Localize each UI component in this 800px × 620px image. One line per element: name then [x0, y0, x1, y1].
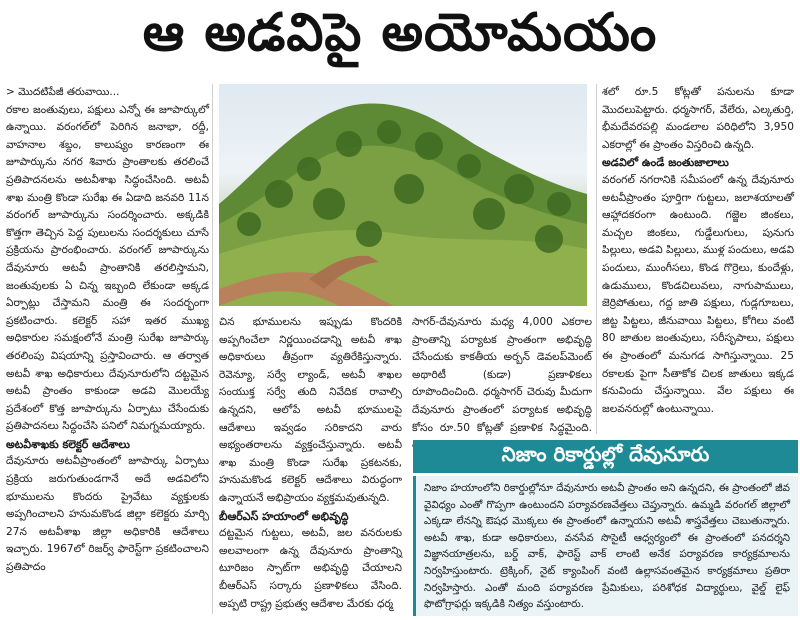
column-divider [596, 84, 597, 434]
subheading: అటవీశాఖకు కలెక్టర్ ఆదేశాలు [6, 437, 130, 451]
column-2 [219, 314, 402, 613]
box-body: నిజాం హయాంలోని రికార్డుల్లోనూ దేవునూరు అటవీ ప్రాంతం అని ఉన్నదని, ఈ ప్రాంతంలో జీవ వైవిధ్యం ఎంతో గొప్పగా ఉంటుందని పర్యావరణవేత్తలు చెప్తున్నారు. ఉమ్మడి వరంగల్ జిల్లాలో ఎక్కడా లేనన్ని ఔషధ మొక్కలు ఈ ప్రాంతంలో ఉన్నాయని అటవీ శాస్త్రవేత్తలు చెబుతున్నారు. అటవీ శాఖ, కుడా అధికారులు, వనసేవ సొసైటీ ఆధ్వర్యంలో ఈ ప్రాంతంలో పనదర్శని విజ్ఞానయాత్రలను, బర్డ్ వాక్, ఫారెస్ట్ వాక్ లాంటి అనేక పర్యావరణ కార్యక్రమాలను నిర్వహిస్తుంటారు. ట్రెక్కింగ్, నైట్ క్యాంపింగ్ వంటి ఉల్లాసవంతమైన కార్యక్రమాలు ప్రతిరా నిర్వహిస్తారు. ఎంతో మంది పర్యావరణ ప్రేమికులు, పరిశోధక విద్యార్థులు, వైల్డ్ లైఫ్ ఫొటోగ్రాఫర్లు ఇక్కడికి నిత్యం వస్తుంటారు. [413, 476, 798, 616]
continued-marker: > మొదటిపేజీ తరువాయి... [6, 86, 120, 98]
forest-hill-photo [219, 84, 587, 306]
box-title: నిజాం రికార్డుల్లో దేవునూరు [501, 442, 710, 466]
article-paragraph: దేవునూరు అటవీప్రాంతంలో జూపార్కు ఏర్పాటు ప్రక్రియ జరుగుతుండగానే అదే అడవిలోని భూములను కొందరు ప్రైవేటు వ్యక్తులకు అప్పగించాలని హనుమకొండ జిల్లా కలెక్టరు మార్చి 27న అటవీశాఖ జిల్లా అధికారికి ఆదేశాలు ఇచ్చారు. 1967లో రిజర్వ్ ఫారెస్ట్‌గా ప్రకటించాలని ప్రతిపాదం [6, 455, 209, 574]
headline: ఆ అడవిపై అయోమయం [142, 2, 658, 63]
subheading: బీఆర్ఎస్ హయాంలో అభివృద్ధి [219, 509, 349, 523]
box-header [413, 440, 798, 473]
article-paragraph: దట్టమైన గుట్టలు, అటవీ, జల వనరులకు అలవాలంగా ఉన్న దేవునూరు ప్రాంతాన్ని టూరిజం స్పాట్‌గా అభివృద్ధి చేయాలని బీఆర్ఎస్ సర్కారు ప్రణాళికలు వేసింది. అప్పటి రాష్ట్ర ప్రభుత్వ ఆదేశాల మేరకు ధర్మ [219, 527, 402, 610]
article-paragraph: చిన భూములను ఇప్పుడు కొందరికి అప్పగించేలా నిర్ణయించడాన్ని అటవీ శాఖ అధికారులు తీవ్రంగా వ్యతిరేకిస్తున్నారు. రెవెన్యూ, సర్వే ల్యాండ్, అటవీ శాఖల సంయుక్త సర్వే తుది నివేదిక రావాల్సి ఉన్నదని, ఆలోపే అటవీ భూములపై ఆదేశాలు ఇవ్వడం సరికాదని వారు అభ్యంతరాలను వ్యక్తంచేస్తున్నారు. అటవీ శాఖ మంత్రి కొండా సురేఖ ప్రకటనకు, హనుమకొండ కలెక్టర్ ఆదేశాలు విరుద్ధంగా ఉన్నాయనే అభిప్రాయం వ్యక్తమవుతున్నది. [219, 316, 402, 504]
article-paragraph: రకాల జంతువులు, పక్షులు ఎన్నో ఈ జూపార్కులో ఉన్నాయి. వరంగల్‌లో పెరిగిన జనాభా, రద్దీ, వాహనాల శబ్దం, కాలుష్యం కారణంగా ఈ జూపార్కును నగర శివారు ప్రాంతాలకు తరలించే ప్రతిపాదనలను అటవీశాఖ సిద్ధంచేసింది. అటవీ శాఖ మంత్రి కొండా సురేఖ ఈ ఏడాది జనవరి 11న వరంగల్ జూపార్కును సందర్శించారు. అక్కడికి కొత్తగా తెచ్చిన పెద్ద పులులను సందర్శకులు చూసే ప్రక్రియను ప్రారంభించారు. వరంగల్ జూపార్కును దేవునూరు అటవీ ప్రాంతానికి తరలిస్తామని, జంతువులకు ఏ చిన్న ఇబ్బంది లేకుండా అక్కడ ఏర్పాట్లు చేస్తామని మంత్రి ఈ సందర్భంగా ప్రకటించారు. కలెక్టర్ సహా ఇతర ముఖ్య అధికారుల సమక్షంలోనే మంత్రి సురేఖ జూపార్కు తరలింపు విషయాన్ని ప్రస్తావించారు. ఆ తర్వాత అటవీ శాఖ అధికారులు దేవునూరులోని దట్టమైన అటవీ ప్రాంతం కాకుండా అడవి మొలయ్యే ప్రదేశంలో కొత్త జూపార్కును ఏర్పాటు చేసేందుకు ప్రతిపాదనలు సిద్ధంచేసి పనిలో నిమగ్నమయ్యారు. [6, 103, 209, 433]
column-3 [412, 314, 592, 455]
article-paragraph: శలో రూ.5 కోట్లతో పనులను కూడా మొదలుపెట్టారు. ధర్మసాగర్, వేలేరు, ఎల్కతుర్తి, భీమదేవరపల్లి మండలాల పరిధిలోని 3,950 ఎకరాల్లో ఈ ప్రాంతం విస్తరించి ఉన్నది. [602, 86, 794, 151]
column-4 [602, 84, 794, 418]
column-1 [6, 84, 209, 577]
article-paragraph: సాగర్-దేవునూరు మధ్య 4,000 ఎకరాల ప్రాంతాన్ని పర్యాటక ప్రాంతంగా అభివృద్ధి చేసేందుకు కాకతీయ అర్బన్ డెవలప్‌మెంట్ అథారిటీ (కుడా) ప్రణాళికలు రూపొందించింది. ధర్మసాగర్ చెరువు మీదుగా దేవునూరు ప్రాంతంలో పర్యాటక అభివృద్ధి కోసం రూ.50 కోట్లతో ప్రణాళిక సిద్ధమైంది. [412, 316, 592, 434]
column-divider [212, 84, 213, 614]
forest-hill-illustration [219, 84, 587, 306]
subheading: అడవిలో ఉండే జంతుజాలాలు [602, 156, 729, 170]
article-paragraph: వరంగల్ నగరానికి సమీపంలో ఉన్న దేవునూరు అటవీప్రాంతం పూర్తిగా గుట్టలు, జలాశయాలతో ఆహ్లాదకరంగా ఉంటుంది. గజ్జెల జింకలు, మచ్చల జింకలు, గుడ్డేలుగులు, పునుగు పిల్లులు, అడవి పిల్లులు, ముళ్ల పందులు, అడవి పందులు, ముంగీసలు, కొండ గొర్రెలు, కుందేళ్లు, ఉడుములు, కొండచిలువలు, నాగుపాములు, జెర్రిపోతులు, గద్ద జాతి పక్షులు, గుడ్లగూబలు, జిట్ట పిట్టలు, జీనువాయి పిట్టలు, కోగిలు వంటి 80 జాతుల జంతువులు, సరీసృపాలు, పక్షులు ఈ ప్రాంతంలో మనుగడ సాగిస్తున్నాయి. 25 రకాలకు పైగా సీతాకోక చిలక జాతులు ఇక్కడ కనువిందు చేస్తున్నాయి. వేల పక్షులు ఈ జలవనరుల్లో ఉంటున్నాయి. [602, 173, 794, 415]
